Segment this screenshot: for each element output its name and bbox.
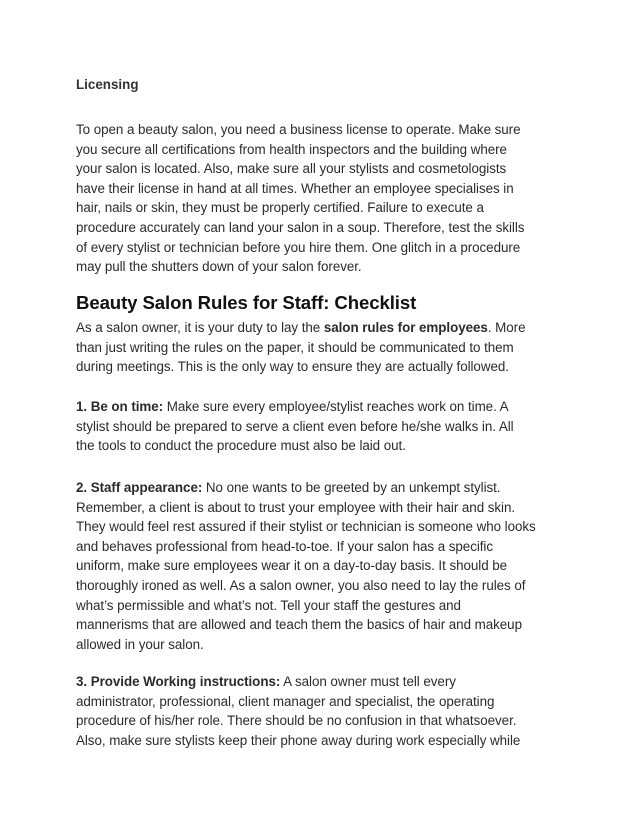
rule-2-line-8: mannerisms that are allowed and teach them the basics of hair and makeup	[76, 617, 522, 633]
rule-1-line-1	[76, 397, 566, 417]
intro-paragraph	[76, 318, 566, 377]
licensing-paragraph	[76, 120, 566, 277]
rule-2-line-2: Remember, a client is about to trust your employee with their hair and skin.	[76, 499, 516, 515]
rule-2-text: No one wants to be greeted by an unkempt stylist.	[202, 480, 501, 495]
licensing-line: To open a beauty salon, you need a business license to operate. Make sure	[76, 122, 521, 137]
licensing-line: you secure all certifications from health inspectors and the building where	[76, 141, 507, 157]
rule-3-line-1	[76, 672, 566, 692]
licensing-line: your salon is located. Also, make sure all your stylists and cosmetologists	[76, 161, 507, 177]
licensing-line: have their license in hand at all times. Whether an employee specialises in	[76, 180, 514, 196]
rule-2-line-1	[76, 478, 566, 498]
intro-line-2: than just writing the rules on the paper, it should be communicated to them	[76, 339, 514, 355]
rule-1-line-3: the tools to conduct the procedure must also be laid out.	[76, 438, 406, 454]
checklist-heading: Beauty Salon Rules for Staff: Checklist	[76, 292, 417, 313]
rule-2-line-7: what’s permissible and what’s not. Tell your staff the gestures and	[76, 597, 461, 613]
licensing-line: hair, nails or skin, they must be properly certified. Failure to execute a	[76, 200, 484, 216]
rule-2-line-6: thoroughly ironed as well. As a salon owner, you also need to lay the rules of	[76, 577, 526, 593]
licensing-heading: Licensing	[76, 77, 139, 92]
rule-3-line-2: administrator, professional, client manager and specialist, the operating	[76, 693, 495, 709]
licensing-line: of every stylist or technician before you hire them. One glitch in a procedure	[76, 239, 521, 255]
rule-2-paragraph	[76, 478, 566, 654]
rule-3-line-3: procedure of his/her role. There should be no confusion in that whatsoever.	[76, 713, 517, 729]
intro-line-1	[76, 318, 566, 338]
licensing-line: may pull the shutters down of your salon forever.	[76, 259, 362, 275]
rule-2-line-5: uniform, make sure employees wear it on a day-to-day basis. It should be	[76, 558, 508, 574]
rule-3-line-4: Also, make sure stylists keep their phone away during work especially while	[76, 732, 521, 748]
rule-3-paragraph	[76, 672, 566, 750]
licensing-line: procedure accurately can land your salon in a soup. Therefore, test the skills	[76, 219, 525, 235]
intro-bold-text: salon rules for employees	[323, 320, 488, 335]
rule-2-line-3: They would feel rest assured if their stylist or technician is someone who looks	[76, 519, 536, 535]
rule-1-title: 1. Be on time:	[76, 399, 164, 414]
rule-3-title: 3. Provide Working instructions:	[76, 674, 281, 689]
rule-1-line-2: stylist should be prepared to serve a client even before he/she walks in. All	[76, 418, 514, 434]
rule-2-title: 2. Staff appearance:	[76, 480, 203, 495]
rule-2-line-4: and behaves professional from head-to-toe. If your salon has a specific	[76, 538, 494, 554]
rule-1-paragraph	[76, 397, 566, 456]
rule-3-text: A salon owner must tell every	[280, 674, 456, 689]
rule-2-line-9: allowed in your salon.	[76, 636, 204, 652]
rule-1-text: Make sure every employee/stylist reaches work on time. A	[163, 399, 509, 414]
intro-line-3: during meetings. This is the only way to ensure they are actually followed.	[76, 359, 509, 375]
intro-text: . More	[487, 320, 526, 335]
intro-text: As a salon owner, it is your duty to lay the	[76, 320, 324, 335]
